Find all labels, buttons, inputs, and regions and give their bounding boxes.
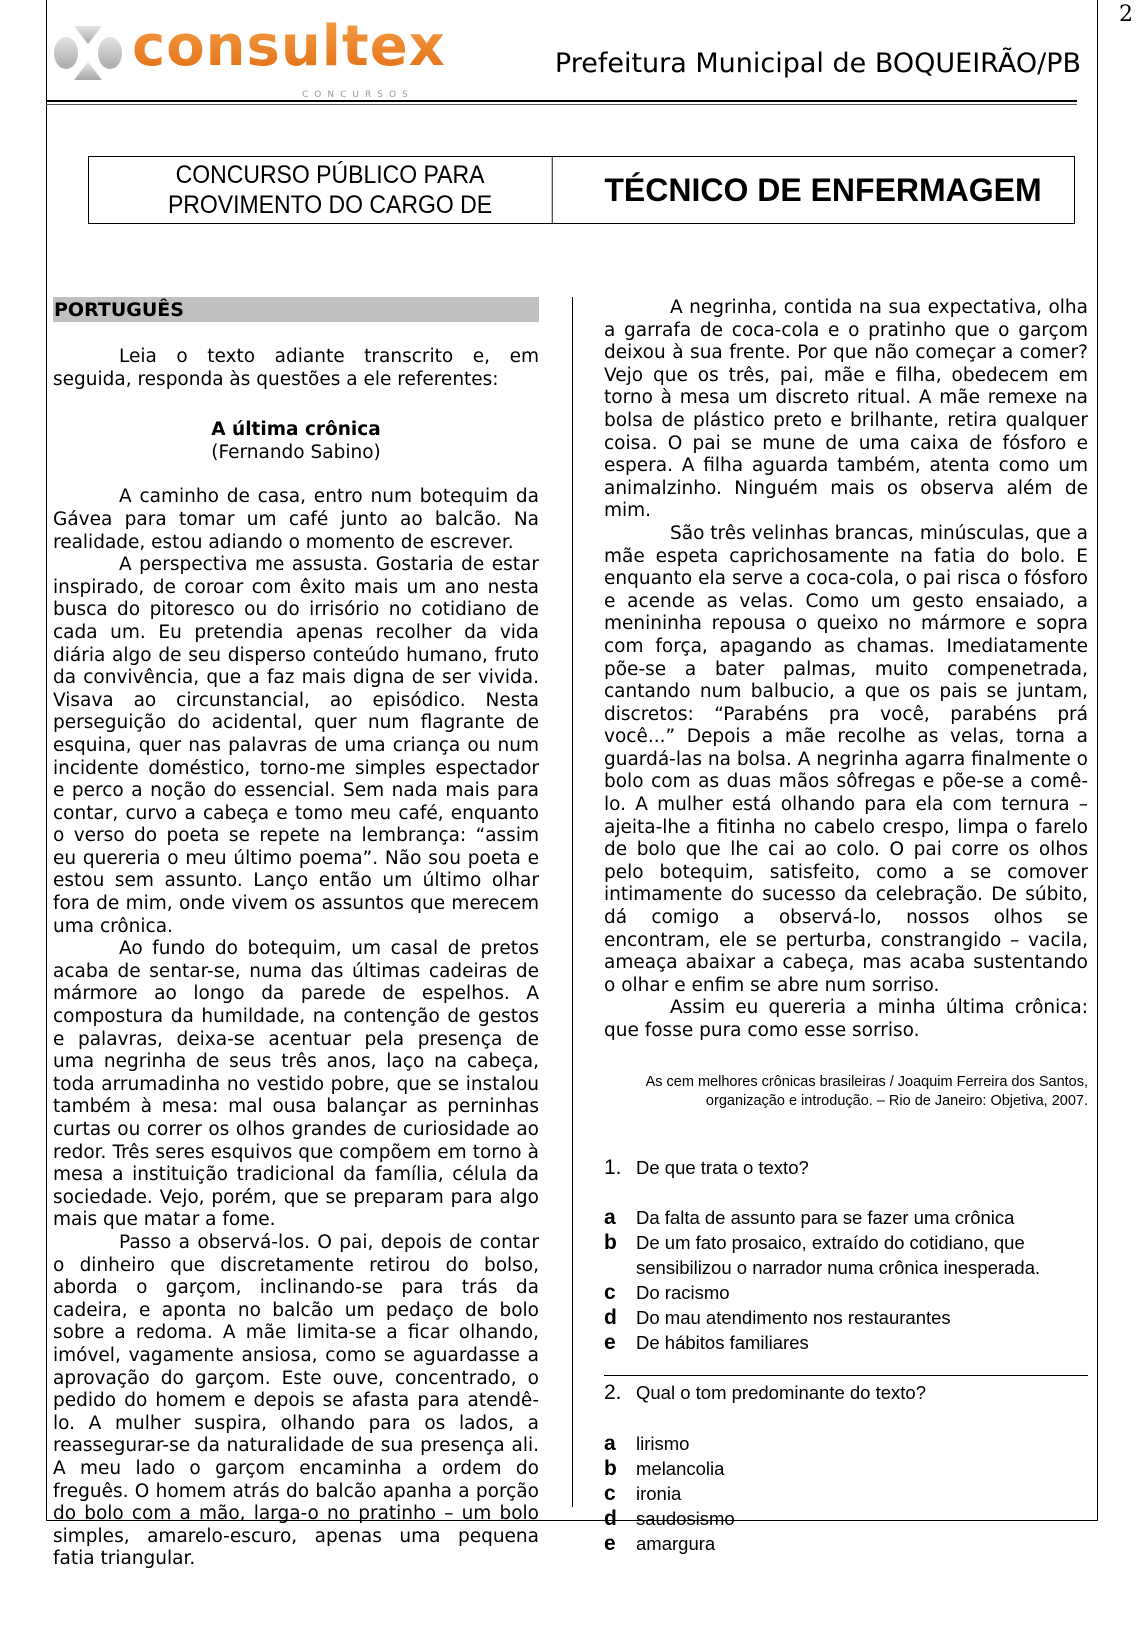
option-letter: b	[604, 1456, 617, 1480]
option-text: Do mau atendimento nos restaurantes	[636, 1307, 951, 1329]
page-number: 2	[1119, 2, 1133, 27]
question-text: De que trata o texto?	[636, 1156, 809, 1178]
story-paragraph: A negrinha, contida na sua expectativa, olha a garrafa de coca-cola e o pratinho que o garçom deixou à sua frente. Por que não começar a comer? Vejo que os três, pai, mãe e filha, obedecem em torno à mesa um discreto ritual. A mãe remexe na bolsa de plástico preto e brilhante, retira qualquer coisa. O pai se mune de uma caixa de fósforo e espera. A filha aguarda também, atenta como um animalzinho. Ninguém mais os observa além de mim.	[604, 297, 1088, 522]
logo-wordmark: consultex	[132, 14, 446, 79]
citation	[604, 1073, 1088, 1111]
header-rule	[46, 100, 1077, 102]
logo-tagline: CONCURSOS	[302, 90, 414, 100]
answer-option[interactable]	[604, 1431, 1088, 1456]
option-letter: a	[604, 1431, 616, 1455]
story-paragraph: Passo a observá-los. O pai, depois de contar o dinheiro que discretamente retirou do bolso, aborda o garçom, inclinando-se para trás da cadeira, e aponta no balcão um pedaço de bolo sobre a redoma. A mãe limita-se a ficar olhando, imóvel, vagamente ansiosa, como se aguardasse a aprovação do garçom. Este ouve, concentrado, o pedido do homem e depois se afasta para atendê-lo. A mulher suspira, olhando para os lados, a reassegurar-se da naturalidade de sua presença ali. A meu lado o garçom encaminha a ordem do freguês. O homem atrás do balcão apanha a porção do bolo com a mão, larga-o no pratinho – um bolo simples, amarelo-escuro, apenas uma pequena fatia triangular.	[53, 1231, 539, 1570]
logo-mark-icon	[52, 22, 126, 84]
question-header	[604, 1157, 1088, 1180]
question-2	[604, 1375, 1088, 1556]
option-text: De hábitos familiares	[636, 1332, 809, 1354]
answer-option[interactable]	[604, 1280, 1088, 1305]
header-title: Prefeitura Municipal de BOQUEIRÃO/PB	[554, 48, 1081, 79]
instructions: Leia o texto adiante transcrito e, em seguida, responda às questões a ele referentes:	[53, 346, 539, 390]
option-text: melancolia	[636, 1457, 725, 1479]
question-header	[604, 1382, 1088, 1405]
answer-option[interactable]	[604, 1230, 1088, 1280]
option-letter: b	[604, 1231, 617, 1255]
option-text: Da falta de assunto para se fazer uma crônica	[636, 1207, 1015, 1229]
header-rule-thin	[46, 104, 1077, 105]
option-text: saudosismo	[636, 1507, 735, 1529]
option-letter: e	[604, 1531, 616, 1555]
option-letter: d	[604, 1506, 617, 1530]
citation-line: organização e introdução. – Rio de Janeiro: Objetiva, 2007.	[705, 1092, 1088, 1109]
option-letter: e	[604, 1331, 616, 1355]
option-letter: c	[604, 1481, 616, 1505]
question-text: Qual o tom predominante do texto?	[636, 1382, 927, 1404]
answer-option[interactable]	[604, 1506, 1088, 1531]
story-author: (Fernando Sabino)	[211, 441, 381, 463]
cargo-label	[108, 157, 552, 223]
story-paragraph: Ao fundo do botequim, um casal de pretos acaba de sentar-se, numa das últimas cadeiras de mármore ao longo da parede de espelhos. A compostura da humildade, na contenção de gestos e palavras, deixa-se acentuar pela presença de uma negrinha de seus três anos, laço na cabeça, toda arrumadinha no vestido pobre, que se instalou também à mesa: mal ousa balançar as perninhas curtas ou correr os olhos grandes de curiosidade ao redor. Três seres esquivos que compõem em torno à mesa a instituição tradicional da família, célula da sociedade. Vejo, porém, que se preparam para algo mais que matar a fome.	[53, 938, 539, 1231]
cargo-box	[88, 156, 1075, 224]
option-text: Do racismo	[636, 1282, 730, 1304]
answer-option[interactable]	[604, 1456, 1088, 1481]
option-text: ironia	[636, 1482, 682, 1504]
cargo-label-line2: PROVIMENTO DO CARGO DE	[167, 191, 493, 219]
story-paragraph: A caminho de casa, entro num botequim da Gávea para tomar um café junto ao balcão. Na realidade, estou adiando o momento de escrever.	[53, 486, 539, 553]
option-letter: c	[604, 1281, 616, 1305]
question-1	[604, 1157, 1088, 1356]
story-paragraph: A perspectiva me assusta. Gostaria de estar inspirado, de coroar com êxito mais um ano nesta busca do pitoresco ou do irrisório no cotidiano de cada um. Eu pretendia apenas recolher da vida diária algo de seu disperso conteúdo humano, fruto da convivência, que a faz mais digna de ser vivida. Visava ao circunstancial, ao episódico. Nesta perseguição do acidental, quer num flagrante de esquina, quer nas palavras de uma criança ou num incidente doméstico, torno-me simples espectador e perco a noção do essencial. Sem nada mais para contar, curvo a cabeça e tomo meu café, enquanto o verso do poeta se repete na lembrança: “assim eu quereria o meu último poema”. Não sou poeta e estou sem assunto. Lanço então um último olhar fora de mim, onde vivem os assuntos que merecem uma crônica.	[53, 554, 539, 937]
cargo-label-line1: CONCURSO PÚBLICO PARA	[175, 161, 485, 189]
story-paragraph: Assim eu quereria a minha última crônica: que fosse pura como esse sorriso.	[604, 997, 1088, 1041]
answer-option[interactable]	[604, 1481, 1088, 1506]
citation-line: As cem melhores crônicas brasileiras / Joaquim Ferreira dos Santos,	[645, 1073, 1088, 1090]
answer-option[interactable]	[604, 1305, 1088, 1330]
right-column	[604, 297, 1088, 1556]
story-paragraph: São três velinhas brancas, minúsculas, que a mãe espeta caprichosamente na fatia do bolo. E enquanto ela serve a coca-cola, o pai risca o fósforo e acende as velas. Como um gesto ensaiado, a menininha repousa o queixo no mármore e sopra com força, apagando as chamas. Imediatamente põe-se a bater palmas, muito compenetrada, cantando num balbucio, a que os pais se juntam, discretos: “Parabéns pra você, parabéns prá você...” Depois a mãe recolhe as velas, torna a guardá-las na bolsa. A negrinha agarra finalmente o bolo com as duas mãos sôfregas e põe-se a comê-lo. A mulher está olhando para ela com ternura – ajeita-lhe a fitinha no cabelo crespo, limpa o farelo de bolo que lhe cai ao colo. O pai corre os olhos pelo botequim, satisfeito, como a se comover intimamente do sucesso da celebração. De súbito, dá comigo a observá-lo, nossos olhos se encontram, ele se perturba, constrangido – vacila, ameaça abaixar a cabeça, mas acaba sustentando o olhar e enfim se abre num sorriso.	[604, 522, 1088, 996]
answer-option[interactable]	[604, 1205, 1088, 1230]
section-title: PORTUGUÊS	[53, 297, 539, 322]
column-divider	[572, 297, 573, 1507]
option-text: De um fato prosaico, extraído do cotidiano, que sensibilizou o narrador numa crônica inesperada.	[636, 1232, 1041, 1279]
left-column	[53, 297, 539, 1571]
option-text: lirismo	[636, 1432, 690, 1454]
consultex-logo	[52, 14, 446, 100]
cargo-title: TÉCNICO DE ENFERMAGEM	[604, 171, 1042, 208]
answer-option[interactable]	[604, 1531, 1088, 1556]
story-title: A última crônica	[211, 419, 381, 441]
option-letter: d	[604, 1306, 617, 1330]
option-letter: a	[604, 1206, 616, 1230]
option-text: amargura	[636, 1532, 716, 1554]
answer-option[interactable]	[604, 1330, 1088, 1355]
question-number: 2.	[604, 1381, 622, 1405]
question-number: 1.	[604, 1155, 622, 1179]
